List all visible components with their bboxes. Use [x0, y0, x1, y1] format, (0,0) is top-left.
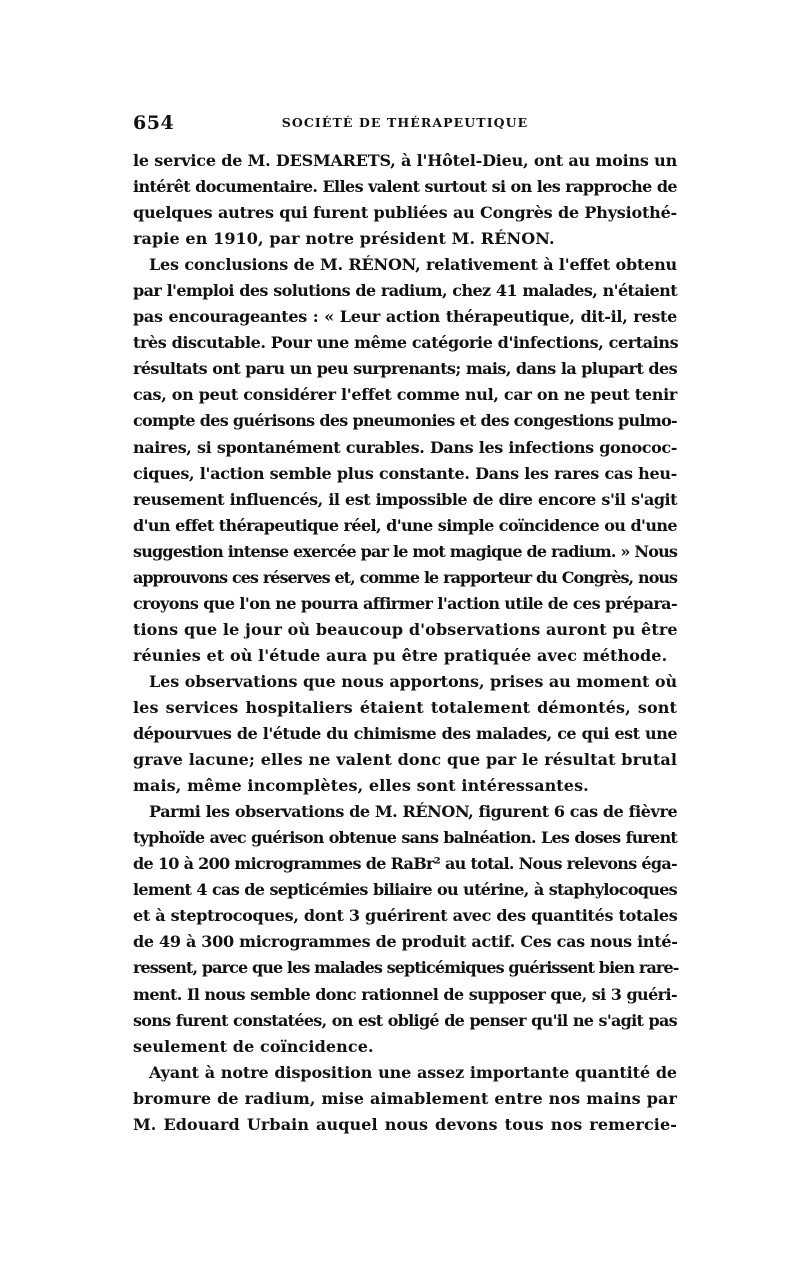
running-head: SOCIÉTÉ DE THÉRAPEUTIQUE	[281, 115, 529, 130]
text-line: réunies et où l'étude aura pu être pratiquée avec méthode.	[133, 645, 668, 665]
text-line: le service de M. DESMARETS, à l'Hôtel-Dieu, ont au moins un	[133, 151, 677, 170]
text-line: lement 4 cas de septicémies biliaire ou utérine, à staphylocoques	[133, 880, 677, 900]
text-line: de 10 à 200 microgrammes de RaBr² au total. Nous relevons éga-	[133, 854, 677, 874]
text-line: Les observations que nous apportons, prises au moment où	[149, 671, 677, 691]
text-line: approuvons ces réserves et, comme le rapporteur du Congrès, nous	[133, 567, 677, 587]
text-line: reusement influencés, il est impossible de dire encore s'il s'agit	[133, 489, 677, 509]
text-line: par l'emploi des solutions de radium, chez 41 malades, n'étaient	[133, 281, 677, 301]
page-header	[133, 112, 677, 136]
text-line: très discutable. Pour une même catégorie d'infections, certains	[133, 333, 679, 353]
text-line: les services hospitaliers étaient totalement démontés, sont	[133, 697, 677, 717]
text-line: suggestion intense exercée par le mot magique de radium. » Nous	[133, 541, 678, 561]
text-line: résultats ont paru un peu surprenants; mais, dans la plupart des	[133, 359, 677, 379]
page-number: 654	[133, 112, 175, 134]
text-line: ressent, parce que les malades septicémiques guérissent bien rare-	[133, 958, 679, 978]
text-line: mais, même incomplètes, elles sont intéressantes.	[133, 776, 589, 796]
text-line: tions que le jour où beaucoup d'observations auront pu être	[133, 619, 678, 639]
body-text	[133, 148, 677, 1138]
text-line: Ayant à notre disposition une assez importante quantité de	[149, 1062, 677, 1082]
text-line: pas encourageantes : « Leur action thérapeutique, dit-il, reste	[133, 307, 677, 327]
text-line: sons furent constatées, on est obligé de penser qu'il ne s'agit pas	[133, 1010, 677, 1030]
text-line: intérêt documentaire. Elles valent surtout si on les rapproche de	[133, 177, 677, 197]
text-line: rapie en 1910, par notre président M. RÉNON.	[133, 229, 555, 249]
text-line: de 49 à 300 microgrammes de produit actif. Ces cas nous inté-	[133, 932, 678, 952]
text-line: compte des guérisons des pneumonies et des congestions pulmo-	[133, 411, 677, 431]
text-line: grave lacune; elles ne valent donc que par le résultat brutal	[133, 750, 677, 770]
text-line: typhoïde avec guérison obtenue sans balnéation. Les doses furent	[133, 828, 677, 848]
text-line: seulement de coïncidence.	[133, 1036, 374, 1056]
text-line: d'un effet thérapeutique réel, d'une simple coïncidence ou d'une	[133, 515, 677, 535]
text-line: naires, si spontanément curables. Dans les infections gonococ-	[133, 437, 677, 457]
text-line: M. Edouard Urbain auquel nous devons tous nos remercie-	[133, 1114, 677, 1134]
text-line: cas, on peut considérer l'effet comme nul, car on ne peut tenir	[133, 385, 677, 405]
text-line: Parmi les observations de M. RÉNON, figurent 6 cas de fièvre	[149, 802, 678, 822]
text-line: quelques autres qui furent publiées au Congrès de Physiothé-	[133, 203, 677, 223]
text-line: bromure de radium, mise aimablement entre nos mains par	[133, 1088, 677, 1108]
text-line: Les conclusions de M. RÉNON, relativement à l'effet obtenu	[149, 255, 677, 275]
text-line: croyons que l'on ne pourra affirmer l'action utile de ces prépara-	[133, 593, 677, 613]
text-line: ment. Il nous semble donc rationnel de supposer que, si 3 guéri-	[133, 984, 677, 1004]
text-line: et à steptrocoques, dont 3 guérirent avec des quantités totales	[133, 906, 678, 926]
text-line: dépourvues de l'étude du chimisme des malades, ce qui est une	[133, 724, 677, 744]
text-line: ciques, l'action semble plus constante. Dans les rares cas heu-	[133, 463, 677, 483]
